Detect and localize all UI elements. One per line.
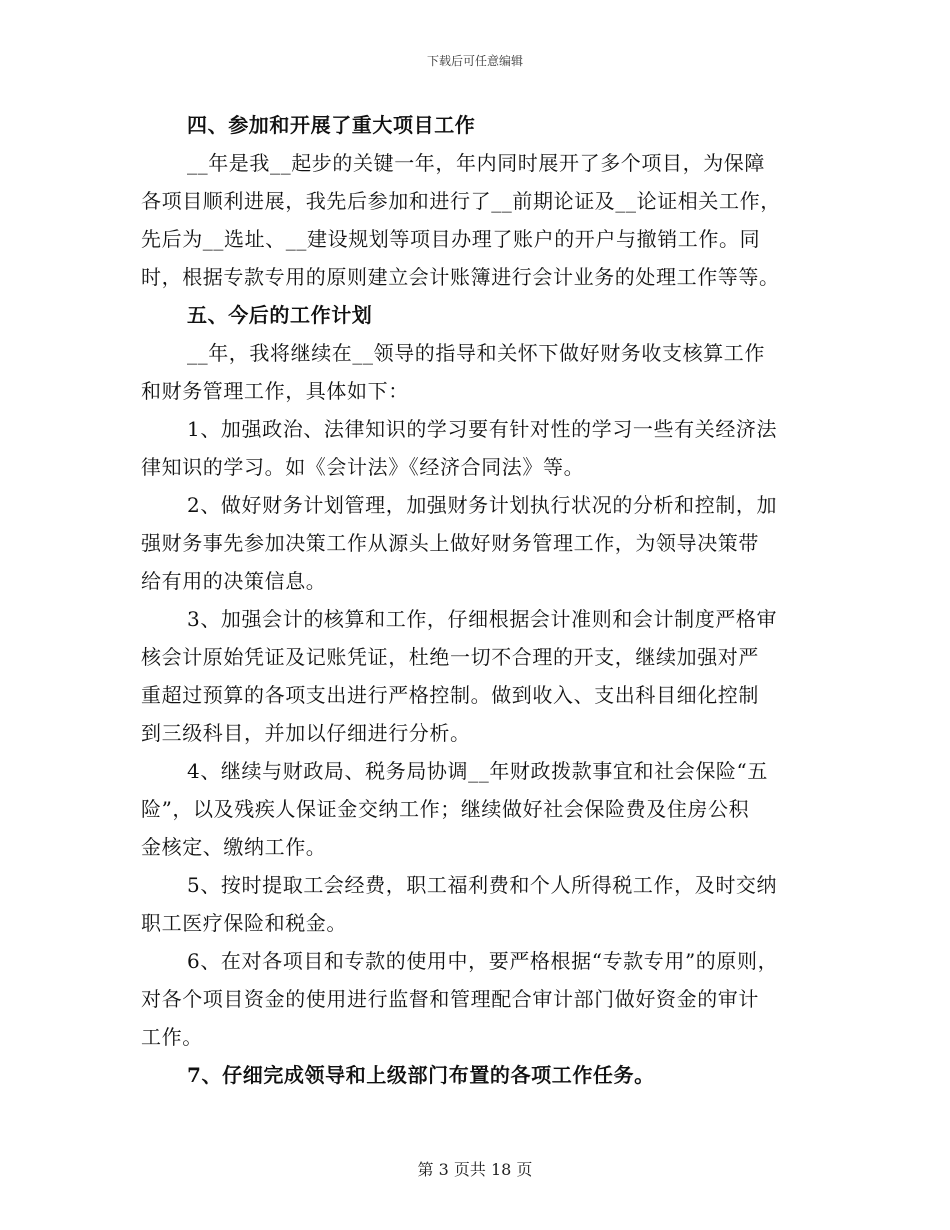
list-item-2: 2、做好财务计划管理，加强财务计划执行状况的分析和控制，加 (187, 493, 778, 517)
list-item-3-cont: 重超过预算的各项支出进行严格控制。做到收入、支出科目细化控制 (141, 683, 759, 707)
list-item-5: 5、按时提取工会经费，职工福利费和个人所得税工作，及时交纳 (187, 873, 778, 897)
list-item-3-cont: 到三级科目，并加以仔细进行分析。 (141, 721, 471, 745)
paragraph-line: 和财务管理工作，具体如下： (141, 379, 409, 403)
list-item-1: 1、加强政治、法律知识的学习要有针对性的学习一些有关经济法 (187, 417, 778, 441)
list-item-4-cont: 险”，以及残疾人保证金交纳工作；继续做好社会保险费及住房公积 (141, 797, 750, 821)
document-body (141, 106, 819, 1094)
list-item-1-cont: 律知识的学习。如《会计法》《经济合同法》等。 (141, 455, 585, 479)
list-item-2-cont: 强财务事先参加决策工作从源头上做好财务管理工作，为领导决策带 (141, 531, 759, 555)
paragraph-line: __年是我__起步的关键一年，年内同时展开了多个项目，为保障 (187, 151, 765, 175)
list-item-4: 4、继续与财政局、税务局协调__年财政拨款事宜和社会保险“五 (187, 759, 768, 783)
list-item-6-cont: 对各个项目资金的使用进行监督和管理配合审计部门做好资金的审计 (141, 987, 759, 1011)
list-item-2-cont: 给有用的决策信息。 (141, 569, 327, 593)
page-footer: 第 3 页共 18 页 (417, 1160, 533, 1179)
list-item-6: 6、在对各项目和专款的使用中，要严格根据“专款专用”的原则， (187, 949, 779, 973)
list-item-6-cont: 工作。 (141, 1025, 203, 1049)
section-heading-4: 四、参加和开展了重大项目工作 (187, 113, 476, 137)
paragraph-line: 时，根据专款专用的原则建立会计账簿进行会计业务的处理工作等等。 (141, 265, 780, 289)
page-header: 下载后可任意编辑 (426, 54, 523, 68)
list-item-3: 3、加强会计的核算和工作，仔细根据会计准则和会计制度严格审 (187, 607, 778, 631)
paragraph-line: 各项目顺利进展，我先后参加和进行了__前期论证及__论证相关工作， (141, 189, 781, 213)
section-heading-5: 五、今后的工作计划 (187, 303, 373, 327)
list-item-7: 7、仔细完成领导和上级部门布置的各项工作任务。 (187, 1063, 655, 1087)
paragraph-line: __年，我将继续在__领导的指导和关怀下做好财务收支核算工作 (187, 341, 765, 365)
paragraph-line: 先后为__选址、__建设规划等项目办理了账户的开户与撤销工作。同 (141, 227, 761, 251)
list-item-5-cont: 职工医疗保险和税金。 (141, 911, 347, 935)
list-item-4-cont: 金核定、缴纳工作。 (141, 835, 327, 859)
list-item-3-cont: 核会计原始凭证及记账凭证，杜绝一切不合理的开支，继续加强对严 (141, 645, 759, 669)
